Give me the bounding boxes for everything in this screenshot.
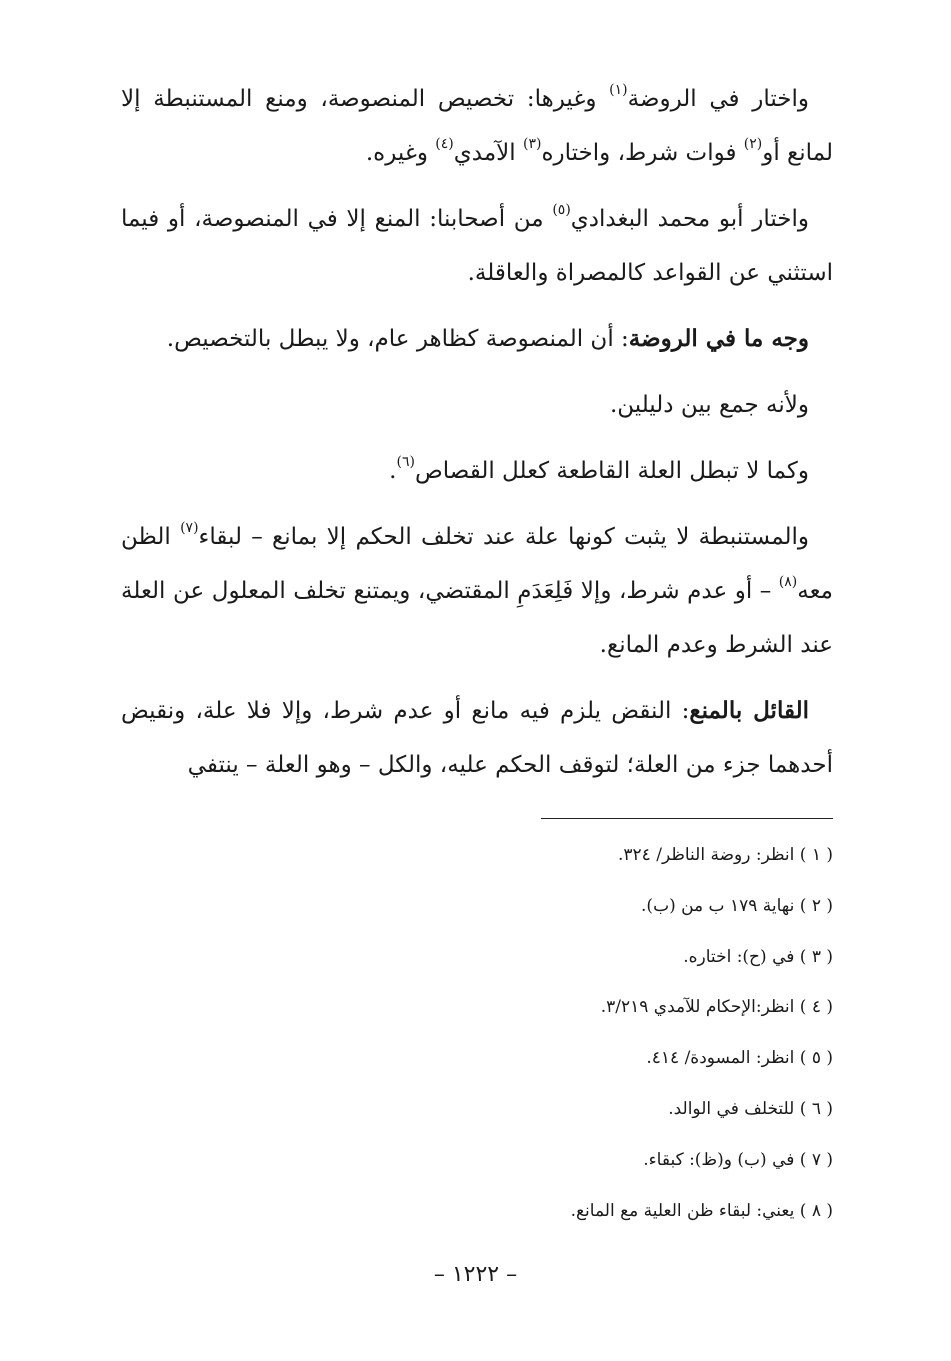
paragraph bbox=[121, 192, 833, 300]
paragraph bbox=[121, 684, 833, 792]
text-run: . bbox=[389, 458, 397, 484]
footnote-marker: (٥) bbox=[552, 202, 571, 218]
text-run: الظن معه bbox=[121, 524, 833, 604]
text-run: : أن المنصوصة كظاهر عام، ولا يبطل بالتخصيص. bbox=[166, 326, 629, 352]
footnote-marker: (٤) bbox=[435, 136, 454, 152]
main-text bbox=[121, 72, 833, 804]
footnote: ( ٦ ) للتخلف في الوالد. bbox=[668, 1098, 833, 1119]
footnote-marker: (٦) bbox=[396, 454, 415, 470]
footnote-marker: (٢) bbox=[743, 136, 763, 152]
paragraph bbox=[121, 72, 833, 180]
text-run: من أصحابنا: المنع إلا في المنصوصة، أو فيما استثني عن القواعد كالمصراة والعاقلة. bbox=[121, 206, 833, 286]
footnote-marker: (١) bbox=[609, 82, 628, 98]
text-run: ولأنه جمع بين دليلين. bbox=[609, 392, 809, 418]
footnotes bbox=[121, 830, 833, 1236]
footnote: ( ١ ) انظر: روضة الناظر/ ٣٢٤. bbox=[618, 845, 833, 865]
paragraph bbox=[121, 378, 833, 432]
footnote-marker: (٨) bbox=[778, 574, 798, 590]
text-run: وغيره. bbox=[365, 140, 436, 166]
footnote-separator bbox=[541, 818, 833, 819]
text-run: واختار أبو محمد البغدادي bbox=[570, 206, 809, 232]
text-run: واختار في الروضة bbox=[627, 86, 809, 112]
paragraph bbox=[121, 444, 833, 498]
footnote: ( ٨ ) يعني: لبقاء ظن العلية مع المانع. bbox=[570, 1200, 833, 1221]
text-run: والمستنبطة لا يثبت كونها علة عند تخلف الحكم إلا بمانع – لبقاء bbox=[198, 524, 809, 550]
text-run: : النقض يلزم فيه مانع أو عدم شرط، وإلا فلا علة، ونقيض أحدهما جزء من العلة؛ لتوقف الحكم عليه، والكل – وهو العلة – ينتفي bbox=[121, 698, 833, 778]
footnote: ( ٤ ) انظر:الإحكام للآمدي ٣/٢١٩. bbox=[600, 997, 833, 1018]
footnote-marker: (٧) bbox=[180, 520, 199, 536]
footnote: ( ٣ ) في (ح): اختاره. bbox=[683, 946, 833, 967]
footnote-marker: (٣) bbox=[522, 136, 542, 152]
text-run: فوات شرط، واختاره bbox=[541, 140, 744, 166]
paragraph bbox=[121, 312, 833, 366]
text-run: – أو عدم شرط، وإلا فَلِعَدَمِ المقتضي، ويمتنع تخلف المعلول عن العلة عند الشرط وعدم المانع. bbox=[121, 578, 833, 658]
text-run: الآمدي bbox=[453, 140, 523, 166]
paragraph bbox=[121, 510, 833, 672]
text-run: وغيرها: تخصيص المنصوصة، ومنع المستنبطة إلا لمانع أو bbox=[121, 86, 833, 166]
footnote: ( ٥ ) انظر: المسودة/ ٤١٤. bbox=[646, 1048, 833, 1069]
bold-heading: وجه ما في الروضة bbox=[628, 325, 809, 352]
bold-heading: القائل بالمنع bbox=[689, 697, 809, 724]
footnote: ( ٢ ) نهاية ١٧٩ ب من (ب). bbox=[641, 895, 833, 916]
footnote: ( ٧ ) في (ب) و(ظ): كبقاء. bbox=[643, 1149, 833, 1170]
text-run: وكما لا تبطل العلة القاطعة كعلل القصاص bbox=[414, 458, 809, 484]
page-number: – ١٢٢٢ – bbox=[433, 1262, 518, 1287]
